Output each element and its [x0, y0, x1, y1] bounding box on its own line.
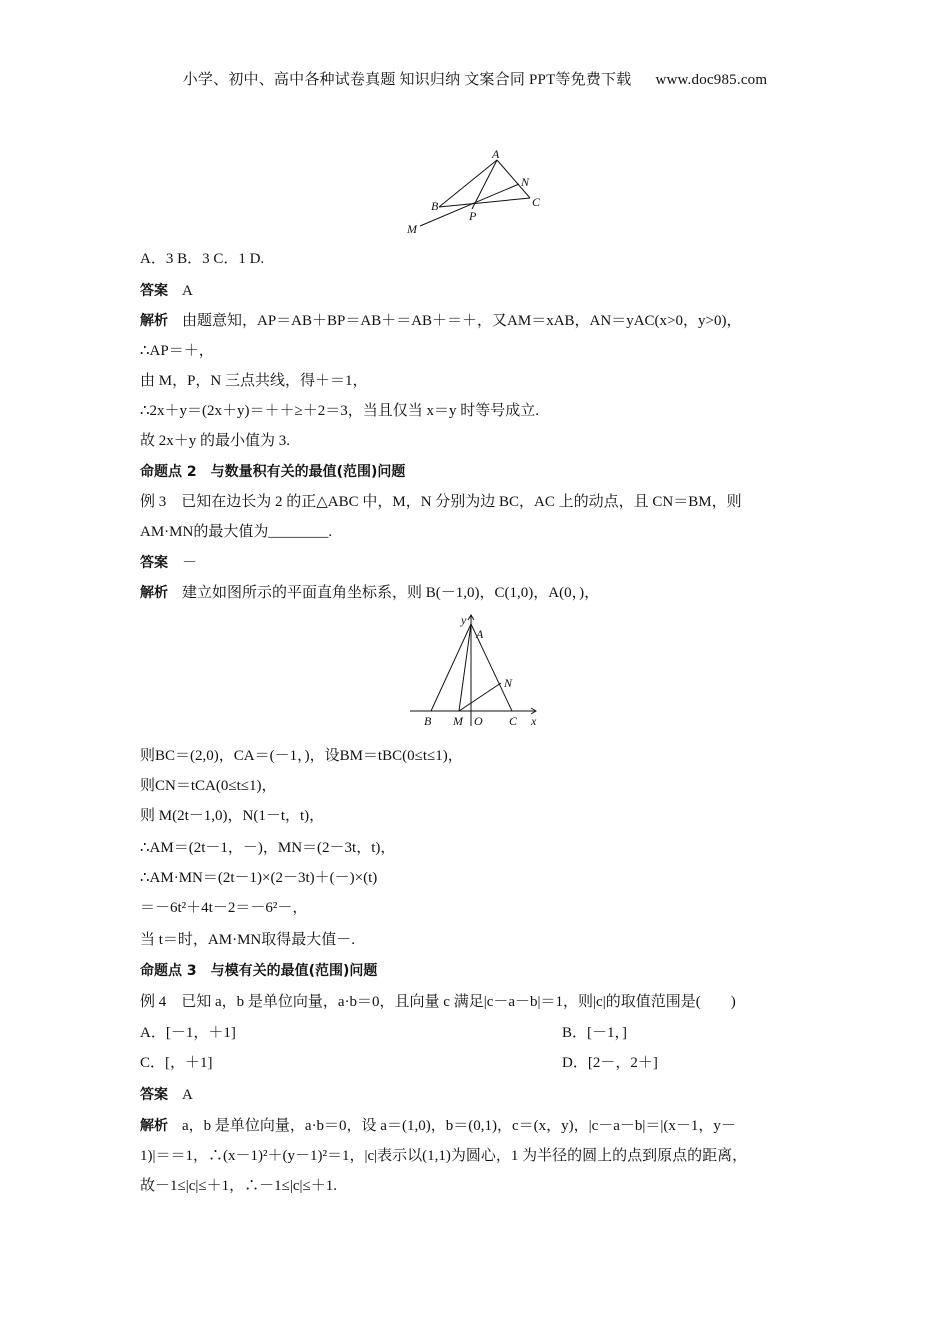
example-4-line1: 例 4 已知 a，b 是单位向量，a·b＝0，且向量 c 满足|c－a－b|＝1，则|c|的取值范围是( ): [140, 994, 736, 1010]
label-N: N: [504, 676, 513, 690]
topic-3-heading: 命题点 3 与模有关的最值(范围)问题: [140, 963, 378, 979]
answer-ex2: [140, 281, 193, 301]
label-B: B: [424, 714, 432, 728]
solution-text: 由题意知，AP＝AB＋BP＝AB＋＝AB＋＝＋，又AM＝xAB，AN＝yAC(x>0，y>0)，: [182, 313, 742, 329]
label-P: P: [469, 209, 477, 223]
answer-label: 答案: [140, 555, 168, 571]
option-row-1: [140, 1023, 627, 1043]
answer-label: 答案: [140, 1087, 168, 1103]
solution-text: a，b 是单位向量，a·b＝0，设 a＝(1,0)，b＝(0,1)，c＝(x，y)，|c－a－b|＝|(x－1，y－: [182, 1118, 736, 1134]
option-a: A．[－1，＋1]: [140, 1025, 236, 1041]
label-x: x: [531, 714, 537, 728]
coordinate-figure: [405, 610, 550, 732]
label-A: A: [492, 147, 500, 161]
options-ex2: A．3 B．3 C．1 D.: [140, 251, 265, 267]
page-header: [0, 68, 950, 89]
header-url[interactable]: www.doc985.com: [655, 72, 768, 88]
option-d: D．[2－，2＋]: [562, 1055, 658, 1071]
answer-value: －: [182, 555, 198, 571]
solution-ex3-line2: 则BC＝(2,0)，CA＝(－1，)，设BM＝tBC(0≤t≤1)，: [140, 748, 463, 764]
answer-label: 答案: [140, 283, 168, 299]
label-A: A: [476, 627, 484, 641]
option-b: B．[－1，]: [562, 1025, 627, 1041]
label-y: y: [461, 613, 467, 627]
label-M: M: [453, 714, 463, 728]
solution-ex3-line5: ∴AM＝(2t－1，－)，MN＝(2－3t，t)，: [140, 840, 396, 856]
solution-label: 解析: [140, 585, 168, 601]
answer-value: A: [182, 283, 193, 299]
solution-ex2-line4: ∴2x＋y＝(2x＋y)＝＋＋≥＋2＝3，当且仅当 x＝y 时等号成立.: [140, 403, 540, 419]
label-N: N: [521, 175, 530, 189]
solution-label: 解析: [140, 313, 168, 329]
label-M: M: [407, 222, 417, 236]
topic-2-heading: 命题点 2 与数量积有关的最值(范围)问题: [140, 464, 406, 480]
solution-ex4-line3: 故－1≤|c|≤＋1，∴－1≤|c|≤＋1.: [140, 1178, 338, 1194]
solution-label: 解析: [140, 1118, 168, 1134]
answer-ex3: [140, 553, 197, 573]
solution-ex2-line3: 由 M，P，N 三点共线，得＋＝1，: [140, 373, 368, 389]
option-row-2: [140, 1053, 658, 1073]
solution-ex3-line6: ∴AM·MN＝(2t－1)×(2－3t)＋(－)×(t): [140, 870, 378, 886]
triangle-figure: [400, 142, 550, 242]
solution-ex3-line8: 当 t＝时，AM·MN取得最大值－.: [140, 932, 356, 948]
option-c: C．[，＋1]: [140, 1055, 213, 1071]
solution-ex2-line5: 故 2x＋y 的最小值为 3.: [140, 433, 291, 449]
solution-ex3-line1: [140, 583, 599, 603]
answer-ex4: [140, 1085, 193, 1105]
solution-ex2-line1: [140, 311, 741, 331]
header-title: 小学、初中、高中各种试卷真题 知识归纳 文案合同 PPT等免费下载: [182, 72, 632, 88]
solution-ex3-line4: 则 M(2t－1,0)，N(1－t，t)，: [140, 808, 325, 824]
solution-ex2-line2: ∴AP＝＋，: [140, 343, 214, 359]
label-O: O: [474, 714, 483, 728]
label-B: B: [431, 199, 439, 213]
example-3-line2: AM·MN的最大值为________.: [140, 524, 333, 540]
solution-text: 建立如图所示的平面直角坐标系，则 B(－1,0)，C(1,0)，A(0，)，: [182, 585, 600, 601]
solution-ex4-line1: [140, 1116, 736, 1136]
label-C: C: [532, 195, 541, 209]
answer-value: A: [182, 1087, 193, 1103]
solution-ex3-line7: ＝－6t²＋4t－2＝－6²－，: [140, 900, 308, 916]
solution-ex4-line2: 1)|＝＝1，∴(x－1)²＋(y－1)²＝1，|c|表示以(1,1)为圆心，1 为半径的圆上的点到原点的距离，: [140, 1148, 748, 1164]
example-3-line1: 例 3 已知在边长为 2 的正△ABC 中，M，N 分别为边 BC，AC 上的动点，且 CN＝BM，则: [140, 494, 742, 510]
label-C: C: [509, 714, 518, 728]
solution-ex3-line3: 则CN＝tCA(0≤t≤1)，: [140, 778, 277, 794]
